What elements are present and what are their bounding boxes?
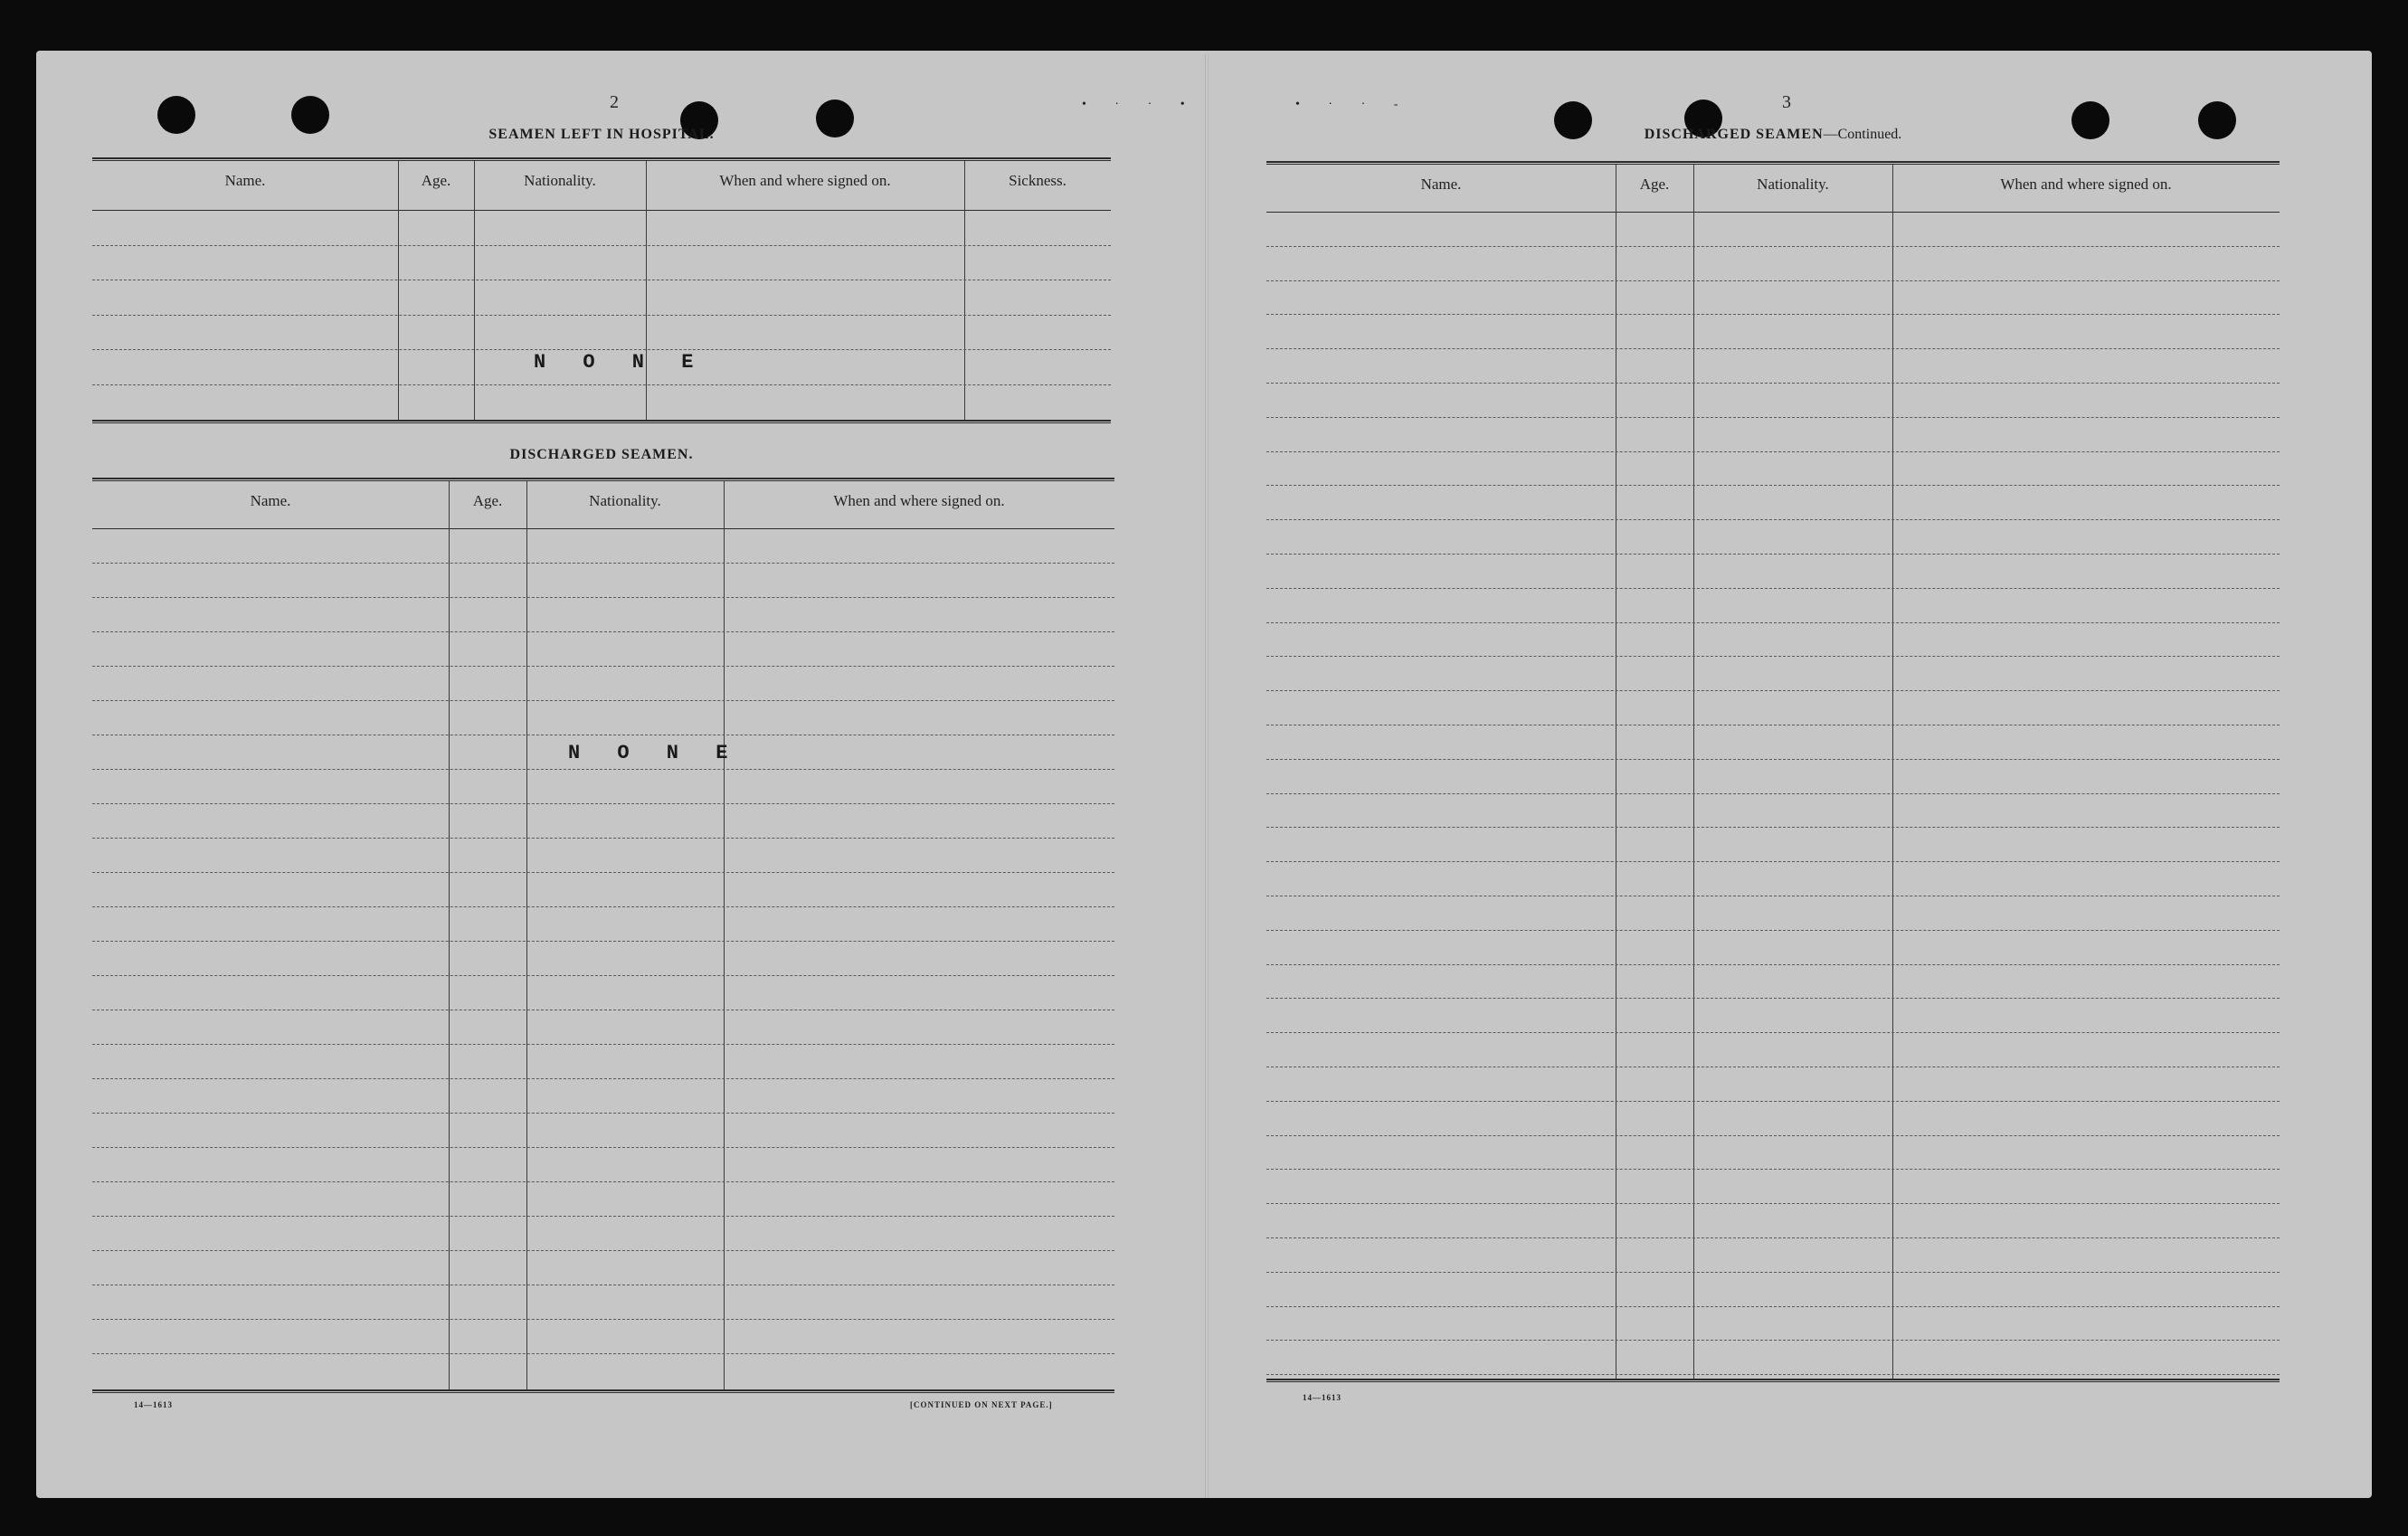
ruled-row-line <box>1266 280 2280 281</box>
column-divider <box>1693 165 1694 1379</box>
ruled-row-line <box>1266 930 2280 931</box>
header-rule <box>1266 212 2280 213</box>
table-top-rule <box>1266 161 2280 165</box>
column-divider <box>398 161 399 420</box>
ruled-row-line <box>1266 314 2280 315</box>
ruled-row-line <box>1266 246 2280 247</box>
column-header: Age. <box>421 172 451 189</box>
continued-note: [CONTINUED ON NEXT PAGE.] <box>910 1400 1053 1409</box>
table-top-rule <box>92 478 1114 481</box>
ruled-row-line <box>1266 622 2280 623</box>
ruled-row-line <box>1266 861 2280 862</box>
ruled-row-line <box>1266 348 2280 349</box>
ruled-row-line <box>1266 451 2280 452</box>
table-bottom-rule <box>92 1389 1114 1393</box>
column-divider <box>526 481 527 1389</box>
ruled-row-line <box>92 315 1111 316</box>
column-divider <box>646 161 647 420</box>
ruled-row-line <box>92 631 1114 632</box>
ruled-row-line <box>1266 1237 2280 1238</box>
ruled-row-line <box>1266 998 2280 999</box>
ruled-row-line <box>92 941 1114 942</box>
ruled-row-line <box>92 597 1114 598</box>
ruled-row-line <box>92 769 1114 770</box>
column-header: When and where signed on. <box>833 492 1005 509</box>
ruled-row-line <box>1266 656 2280 657</box>
ruled-row-line <box>92 1113 1114 1114</box>
ruled-row-line <box>1266 519 2280 520</box>
column-divider <box>474 161 475 420</box>
discharged-section-title: DISCHARGED SEAMEN. <box>509 447 694 462</box>
ruled-row-line <box>92 1078 1114 1079</box>
title-main: DISCHARGED SEAMEN <box>1644 127 1824 142</box>
ruled-row-line <box>92 700 1114 701</box>
typed-entry: N O N E <box>534 351 706 374</box>
header-rule <box>92 528 1114 529</box>
ruled-row-line <box>1266 485 2280 486</box>
column-header: Nationality. <box>524 172 596 189</box>
punch-hole <box>291 96 329 134</box>
ruled-row-line <box>1266 554 2280 555</box>
ruled-row-line <box>1266 690 2280 691</box>
table-bottom-rule <box>1266 1379 2280 1382</box>
ruled-row-line <box>92 245 1111 246</box>
ruled-row-line <box>92 1353 1114 1354</box>
table-top-rule <box>92 157 1111 161</box>
title-suffix: —Continued. <box>1823 127 1902 142</box>
ruled-row-line <box>92 975 1114 976</box>
document-sheet <box>36 51 2372 1498</box>
column-header: When and where signed on. <box>719 172 891 189</box>
punch-hole <box>816 100 854 137</box>
punch-hole <box>2071 101 2109 139</box>
column-header: Name. <box>250 492 291 509</box>
page-fold <box>1205 54 1209 1498</box>
column-divider <box>1892 165 1893 1379</box>
ruled-row-line <box>1266 793 2280 794</box>
column-header: Age. <box>1639 175 1670 193</box>
ruled-row-line <box>92 349 1111 350</box>
hospital-section-title: SEAMEN LEFT IN HOSPITAL. <box>488 127 715 142</box>
form-number: 14—1613 <box>134 1400 173 1409</box>
scan-speck: • · · - <box>1295 98 1411 111</box>
column-header: Nationality. <box>589 492 661 509</box>
ruled-row-line <box>1266 1272 2280 1273</box>
column-header: Age. <box>472 492 503 509</box>
column-header: When and where signed on. <box>2000 175 2172 193</box>
ruled-row-line <box>92 1319 1114 1320</box>
column-header: Name. <box>1420 175 1462 193</box>
ruled-row-line <box>1266 383 2280 384</box>
ruled-row-line <box>1266 1306 2280 1307</box>
page-number: 3 <box>1782 92 1791 112</box>
column-divider <box>724 481 725 1389</box>
ruled-row-line <box>1266 827 2280 828</box>
ruled-row-line <box>1266 1135 2280 1136</box>
ruled-row-line <box>1266 964 2280 965</box>
discharged-continued-title <box>1538 127 2008 143</box>
ruled-row-line <box>1266 1101 2280 1102</box>
ruled-row-line <box>1266 417 2280 418</box>
ruled-row-line <box>92 872 1114 873</box>
ruled-row-line <box>92 803 1114 804</box>
ruled-row-line <box>92 838 1114 839</box>
ruled-row-line <box>92 1250 1114 1251</box>
ruled-row-line <box>92 1147 1114 1148</box>
column-divider <box>964 161 965 420</box>
form-number: 14—1613 <box>1303 1393 1341 1402</box>
punch-hole <box>157 96 195 134</box>
ruled-row-line <box>92 666 1114 667</box>
ruled-row-line <box>92 1181 1114 1182</box>
punch-hole <box>2198 101 2236 139</box>
ruled-row-line <box>92 384 1111 385</box>
ruled-row-line <box>92 563 1114 564</box>
ruled-row-line <box>92 906 1114 907</box>
ruled-row-line <box>1266 1340 2280 1341</box>
column-header: Sickness. <box>1009 172 1067 189</box>
scan-speck: • · · • <box>1082 98 1198 111</box>
ruled-row-line <box>1266 588 2280 589</box>
column-divider <box>449 481 450 1389</box>
ruled-row-line <box>92 1216 1114 1217</box>
column-header: Name. <box>224 172 266 189</box>
ruled-row-line <box>1266 759 2280 760</box>
table-bottom-rule <box>92 420 1111 423</box>
column-header: Nationality. <box>1757 175 1829 193</box>
ruled-row-line <box>1266 1169 2280 1170</box>
page-number: 2 <box>610 92 619 112</box>
ruled-row-line <box>1266 1374 2280 1375</box>
typed-entry: N O N E <box>568 742 741 764</box>
ruled-row-line <box>1266 1203 2280 1204</box>
ruled-row-line <box>1266 1032 2280 1033</box>
ruled-row-line <box>92 1044 1114 1045</box>
header-rule <box>92 210 1111 211</box>
